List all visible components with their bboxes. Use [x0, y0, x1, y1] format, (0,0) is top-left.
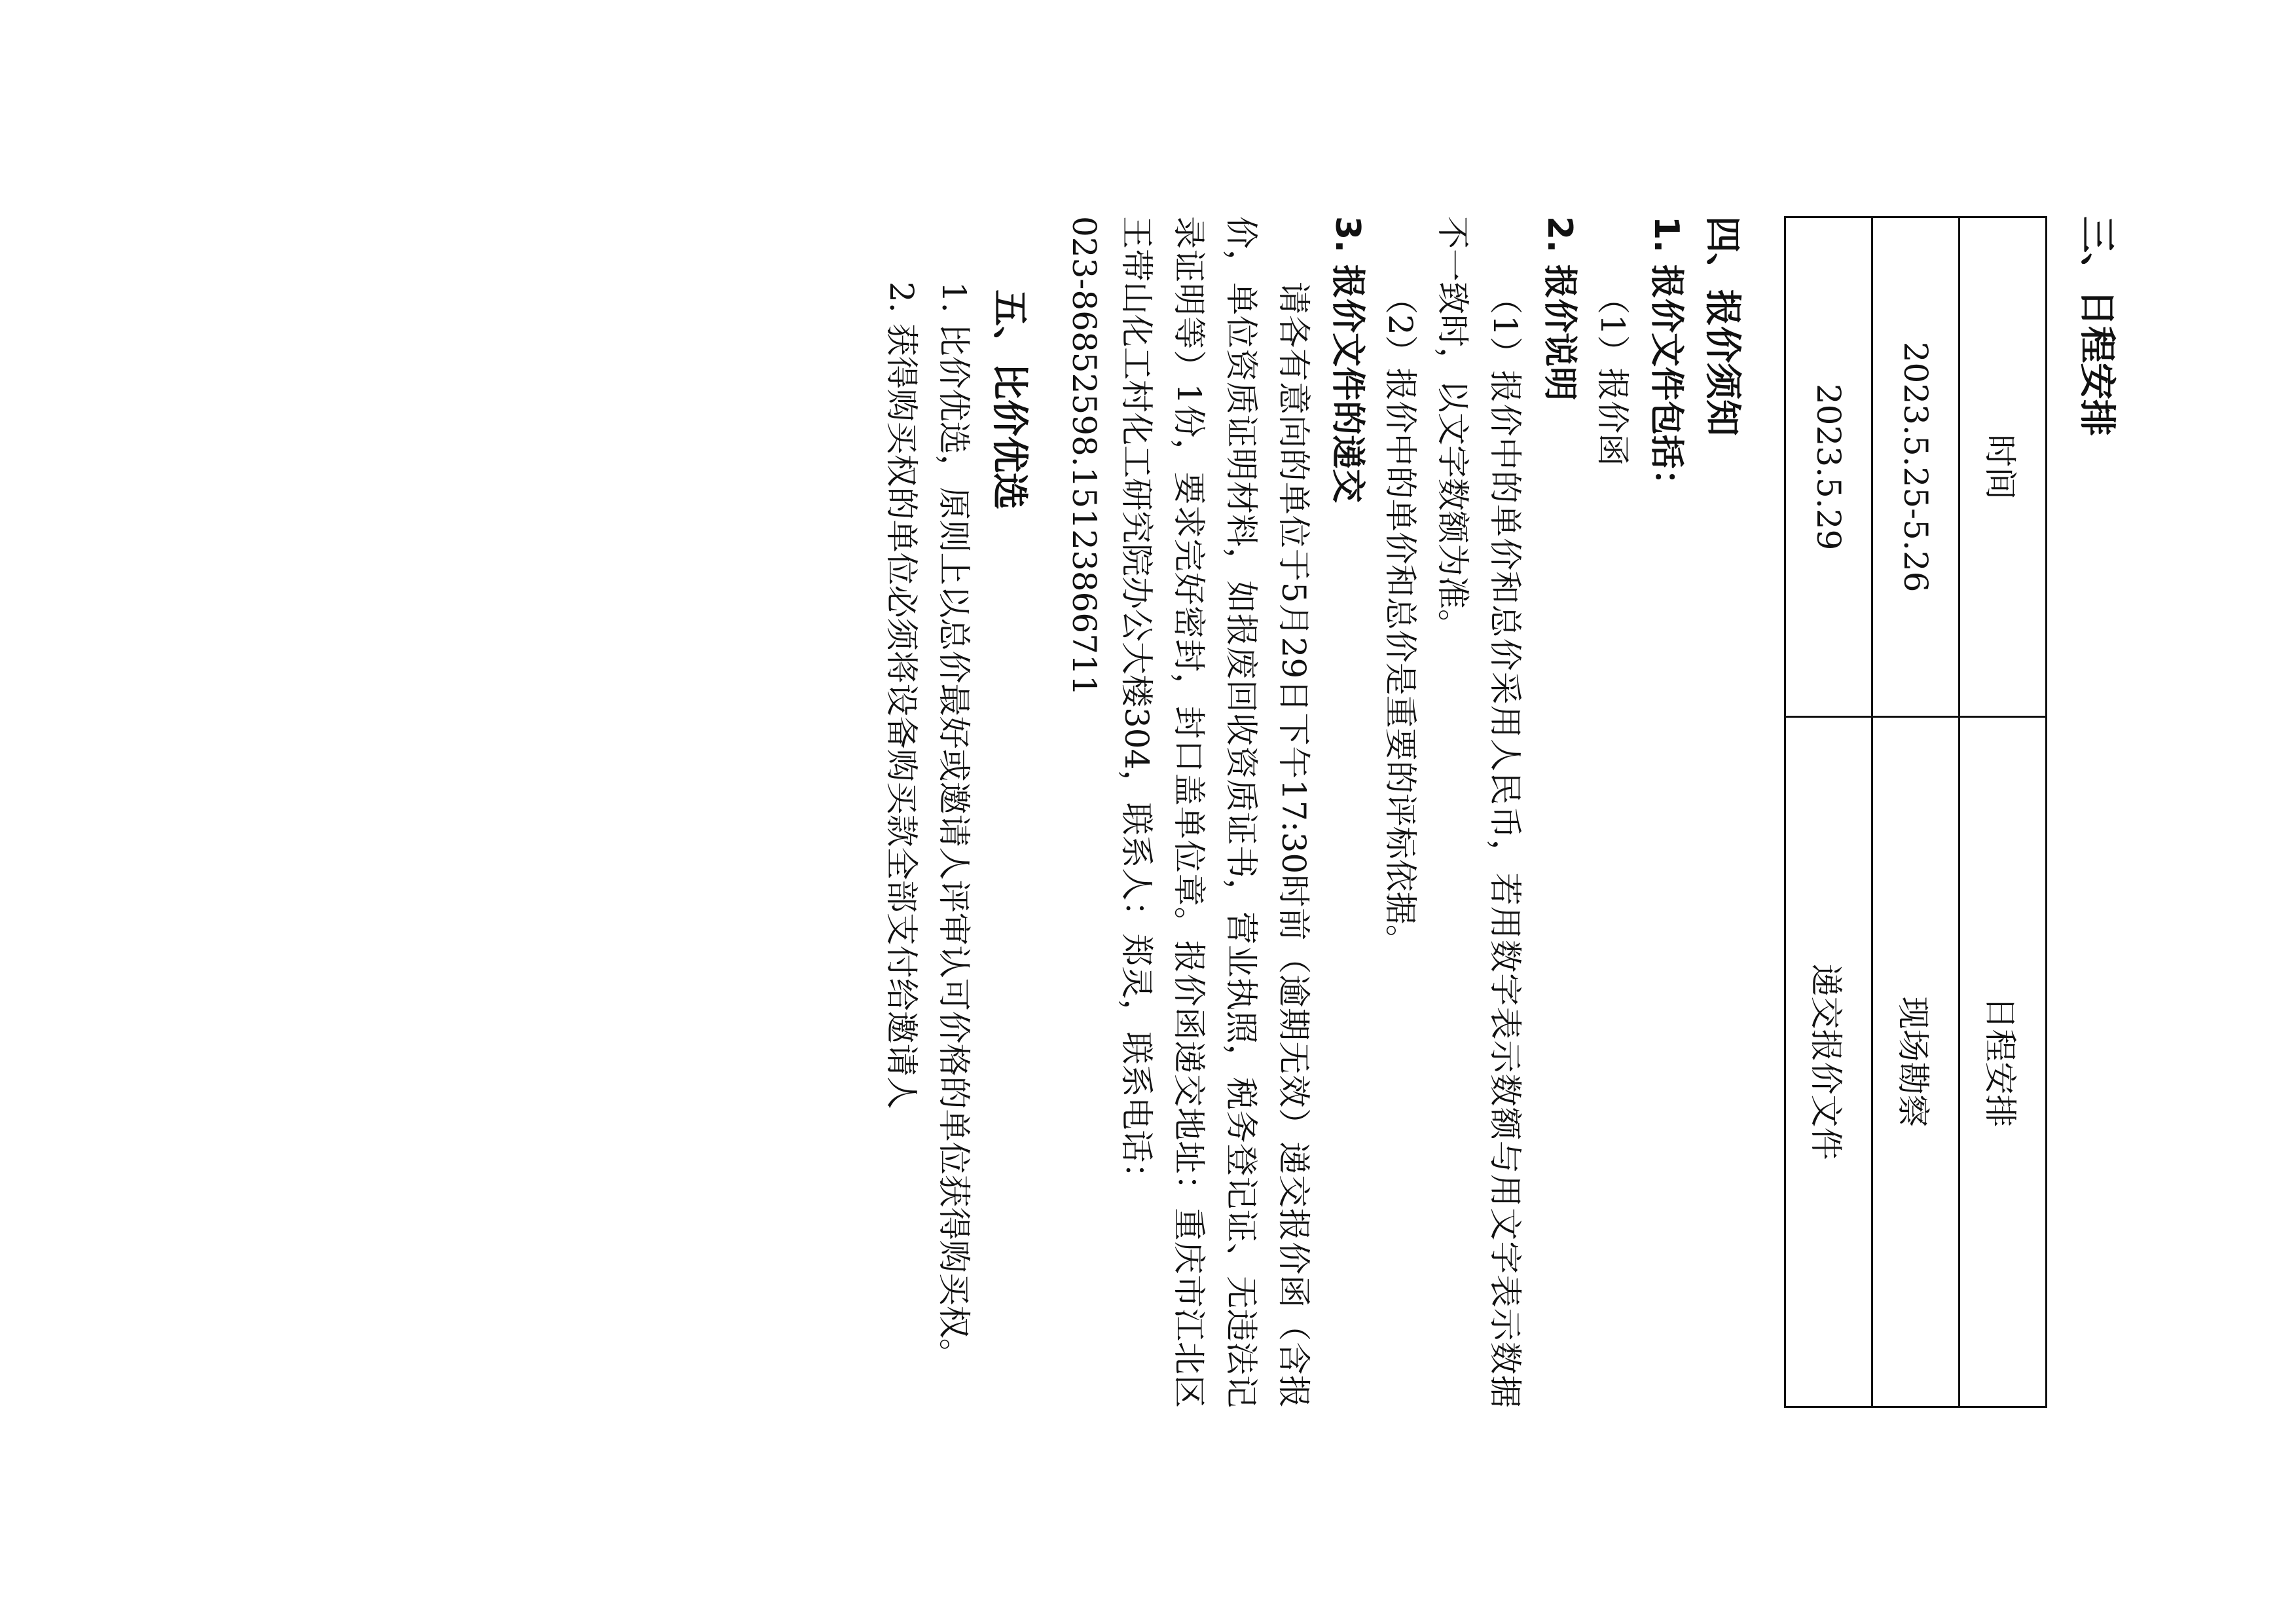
section-4-item-2-sub-1: （1）报价中的单价和总价采用人民币，若用数字表示数额与用文字表示数据不一致时，以文字数额为准。 [1434, 216, 1525, 1408]
section-4-title: 四、报价须知 [1701, 216, 1744, 436]
section-4-item-1-sub-1: （1）报价函 [1593, 282, 1631, 466]
table-header-row [1959, 217, 2047, 1407]
table-cell-time: 2023.5.29 [1785, 217, 1872, 717]
schedule-table [1784, 216, 2047, 1408]
table-header-schedule: 日程安排 [1959, 717, 2047, 1407]
section-5-item-1: 1. 比价优选，原则上以总价最好或邀请人评审认可价格的单位获得购买权。 [934, 282, 973, 1371]
section-4-item-3-title: 3. 报价文件的递交 [1328, 216, 1368, 504]
table-header-time: 时间 [1959, 217, 2047, 717]
section-4-item-3-paragraph: 请各有意向的单位于5月29日下午17:30时前（逾期无效）递交报价函（含报价，单位资质证明材料，如报废回收资质证书，营业执照，税务登记证、无违法记录证明等）1份，要求完好密封，封口盖单位章。报价函递交地址：重庆市江北区王带山化工村化工研究院办公大楼304，联系人：郑灵，联系电话： [1118, 216, 1313, 1408]
section-4-item-2-title: 2. 报价说明 [1539, 216, 1579, 401]
section-5-item-2: 2. 获得购买权的单位必须将设备购买款全部支付给邀请人 [882, 282, 920, 1109]
table-cell-time: 2023.5.25-5.26 [1872, 217, 1959, 717]
section-4-item-2-sub-2: （2）报价中的单价和总价是重要的评标依据。 [1381, 282, 1420, 957]
table-row [1872, 217, 1959, 1407]
table-row [1785, 217, 1872, 1407]
contact-phone-numbers: 023-86852598.15123866711 [1065, 216, 1104, 696]
table-cell-schedule: 现场勘察 [1872, 717, 1959, 1407]
section-3-title: 三、日程安排 [2075, 216, 2118, 436]
section-5-title: 五、比价优选 [988, 289, 1031, 509]
section-4-item-1-title: 1. 报价文件包括： [1646, 216, 1686, 504]
spacer [1038, 216, 1058, 1408]
table-cell-schedule: 递交报价文件 [1785, 717, 1872, 1407]
